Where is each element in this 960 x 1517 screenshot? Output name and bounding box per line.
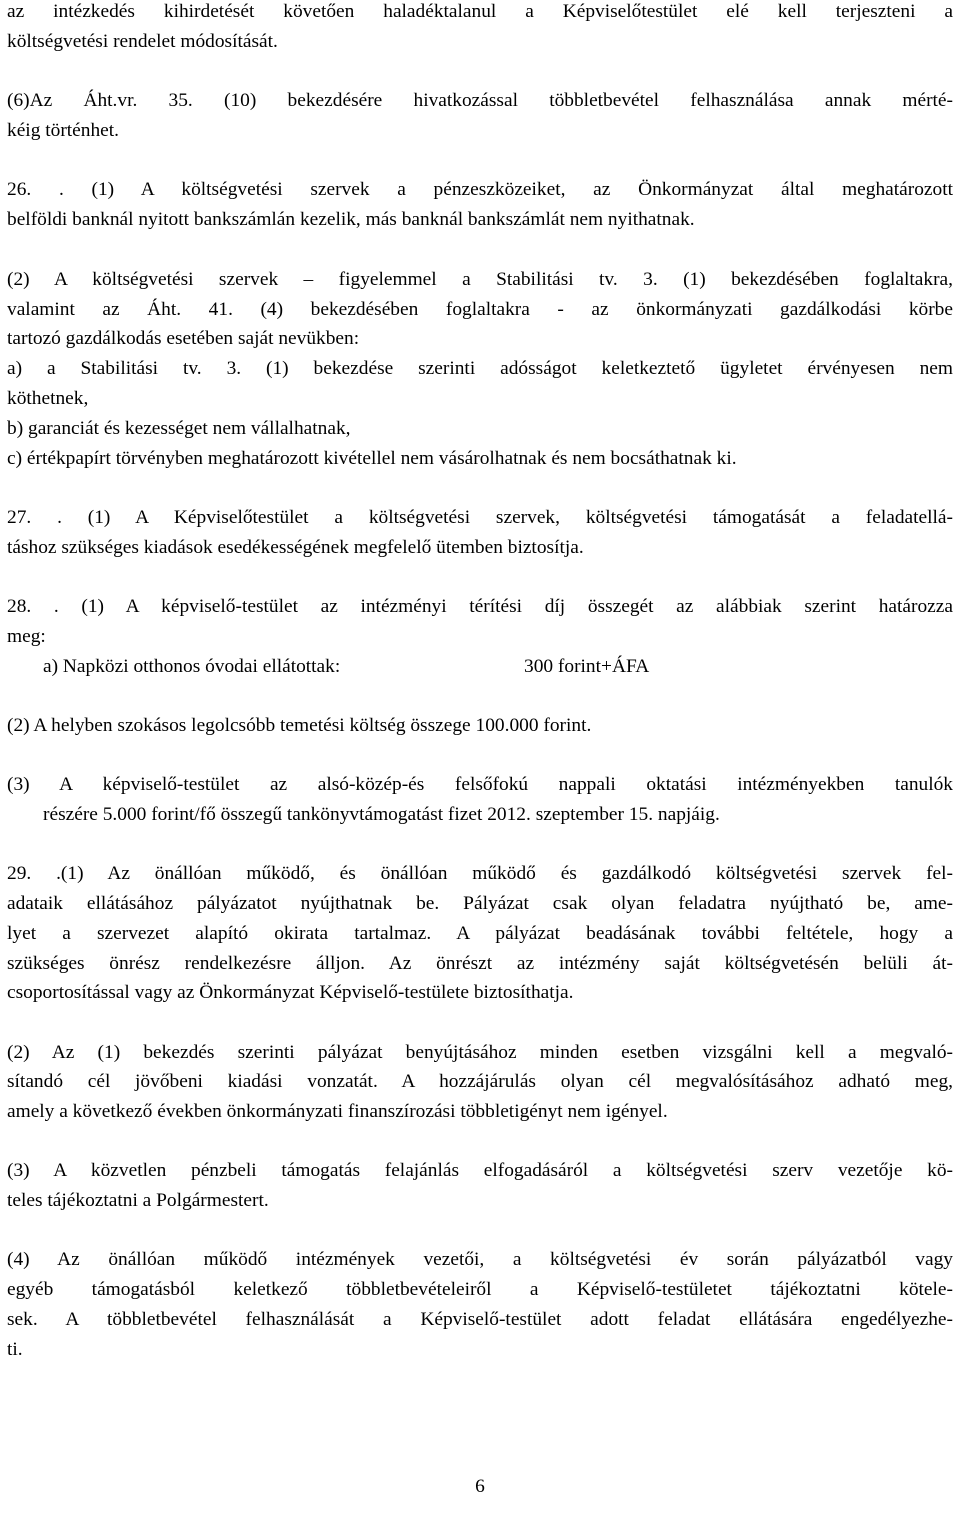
text-line: adataik ellátásához pályázatot nyújthatnak be. Pályázat csak olyan feladatra nyújtható be, ame- [7, 893, 953, 914]
text-line: a) a Stabilitási tv. 3. (1) bekezdése szerinti adósságot keletkeztető ügyletet érvényesen nem [7, 358, 953, 379]
text-line: (2) A helyben szokásos legolcsóbb temetési költség összege 100.000 forint. [7, 715, 592, 736]
text-line: b) garanciát és kezességet nem vállalhatnak, [7, 418, 351, 439]
text-line: valamint az Áht. 41. (4) bekezdésében foglaltakra - az önkormányzati gazdálkodási körbe [7, 299, 953, 320]
page-number: 6 [475, 1476, 485, 1497]
text-line: teles tájékoztatni a Polgármestert. [7, 1190, 269, 1211]
text-line: sek. A többletbevétel felhasználását a Képviselő-testület adott feladat ellátására engedélyezhe- [7, 1309, 953, 1330]
text-line: belföldi banknál nyitott bankszámlán kezelik, más banknál bankszámlát nem nyithatnak. [7, 209, 695, 230]
text-line: (6)Az Áht.vr. 35. (10) bekezdésére hivatkozással többletbevétel felhasználása annak mérté- [7, 90, 953, 111]
text-line: 26. . (1) A költségvetési szervek a pénzeszközeiket, az Önkormányzat által meghatározott [7, 179, 953, 200]
text-line: 29. .(1) Az önállóan működő, és önállóan működő és gazdálkodó költségvetési szervek fel- [7, 863, 953, 884]
text-line: meg: [7, 626, 46, 647]
fee-value: 300 forint+ÁFA [524, 656, 650, 677]
text-line: 27. . (1) A Képviselőtestület a költségvetési szervek, költségvetési támogatását a feladatellá- [7, 507, 953, 528]
text-line: ti. [7, 1339, 23, 1360]
text-line: c) értékpapírt törvényben meghatározott kivétellel nem vásárolhatnak és nem bocsáthatnak ki. [7, 448, 737, 469]
text-line: (3) A képviselő-testület az alsó-közép-és felsőfokú nappali oktatási intézményekben tanulók [7, 774, 953, 795]
text-line: lyet a szervezet alapító okirata tartalmaz. A pályázat beadásának további feltétele, hogy a [7, 923, 953, 944]
text-line: (4) Az önállóan működő intézmények vezetői, a költségvetési év során pályázatból vagy [7, 1249, 953, 1270]
text-line: csoportosítással vagy az Önkormányzat Képviselő-testülete biztosíthatja. [7, 982, 574, 1003]
text-line: köthetnek, [7, 388, 89, 409]
text-line: szükséges önrész rendelkezésre álljon. Az önrészt az intézmény saját költségvetésén belüli át- [7, 953, 953, 974]
text-line: a) Napközi otthonos óvodai ellátottak: [43, 656, 341, 677]
text-line: (2) A költségvetési szervek – figyelemmel a Stabilitási tv. 3. (1) bekezdésében foglaltakra, [7, 269, 953, 290]
text-line: amely a következő években önkormányzati finanszírozási többletigényt nem igényel. [7, 1101, 668, 1122]
text-line: az intézkedés kihirdetését követően haladéktalanul a Képviselőtestület elé kell terjeszteni a [7, 1, 953, 22]
text-line: 28. . (1) A képviselő-testület az intézményi térítési díj összegét az alábbiak szerint határozza [7, 596, 953, 617]
text-line: részére 5.000 forint/fő összegű tankönyvtámogatást fizet 2012. szeptember 15. napjáig. [43, 804, 720, 825]
text-line: sítandó cél jövőbeni kiadási vonzatát. A hozzájárulás olyan cél megvalósításához adható meg, [7, 1071, 953, 1092]
text-line: tartozó gazdálkodás esetében saját nevükben: [7, 328, 360, 349]
text-line: költségvetési rendelet módosítását. [7, 31, 278, 52]
text-line: egyéb támogatásból keletkező többletbevételeiről a Képviselő-testületet tájékoztatni kötele- [7, 1279, 953, 1300]
text-line: kéig történhet. [7, 120, 119, 141]
text-line: (2) Az (1) bekezdés szerinti pályázat benyújtásához minden esetben vizsgálni kell a megvaló- [7, 1042, 953, 1063]
text-line: táshoz szükséges kiadások esedékességének megfelelő ütemben biztosítja. [7, 537, 584, 558]
text-line: (3) A közvetlen pénzbeli támogatás felajánlás elfogadásáról a költségvetési szerv vezetője kö- [7, 1160, 953, 1181]
